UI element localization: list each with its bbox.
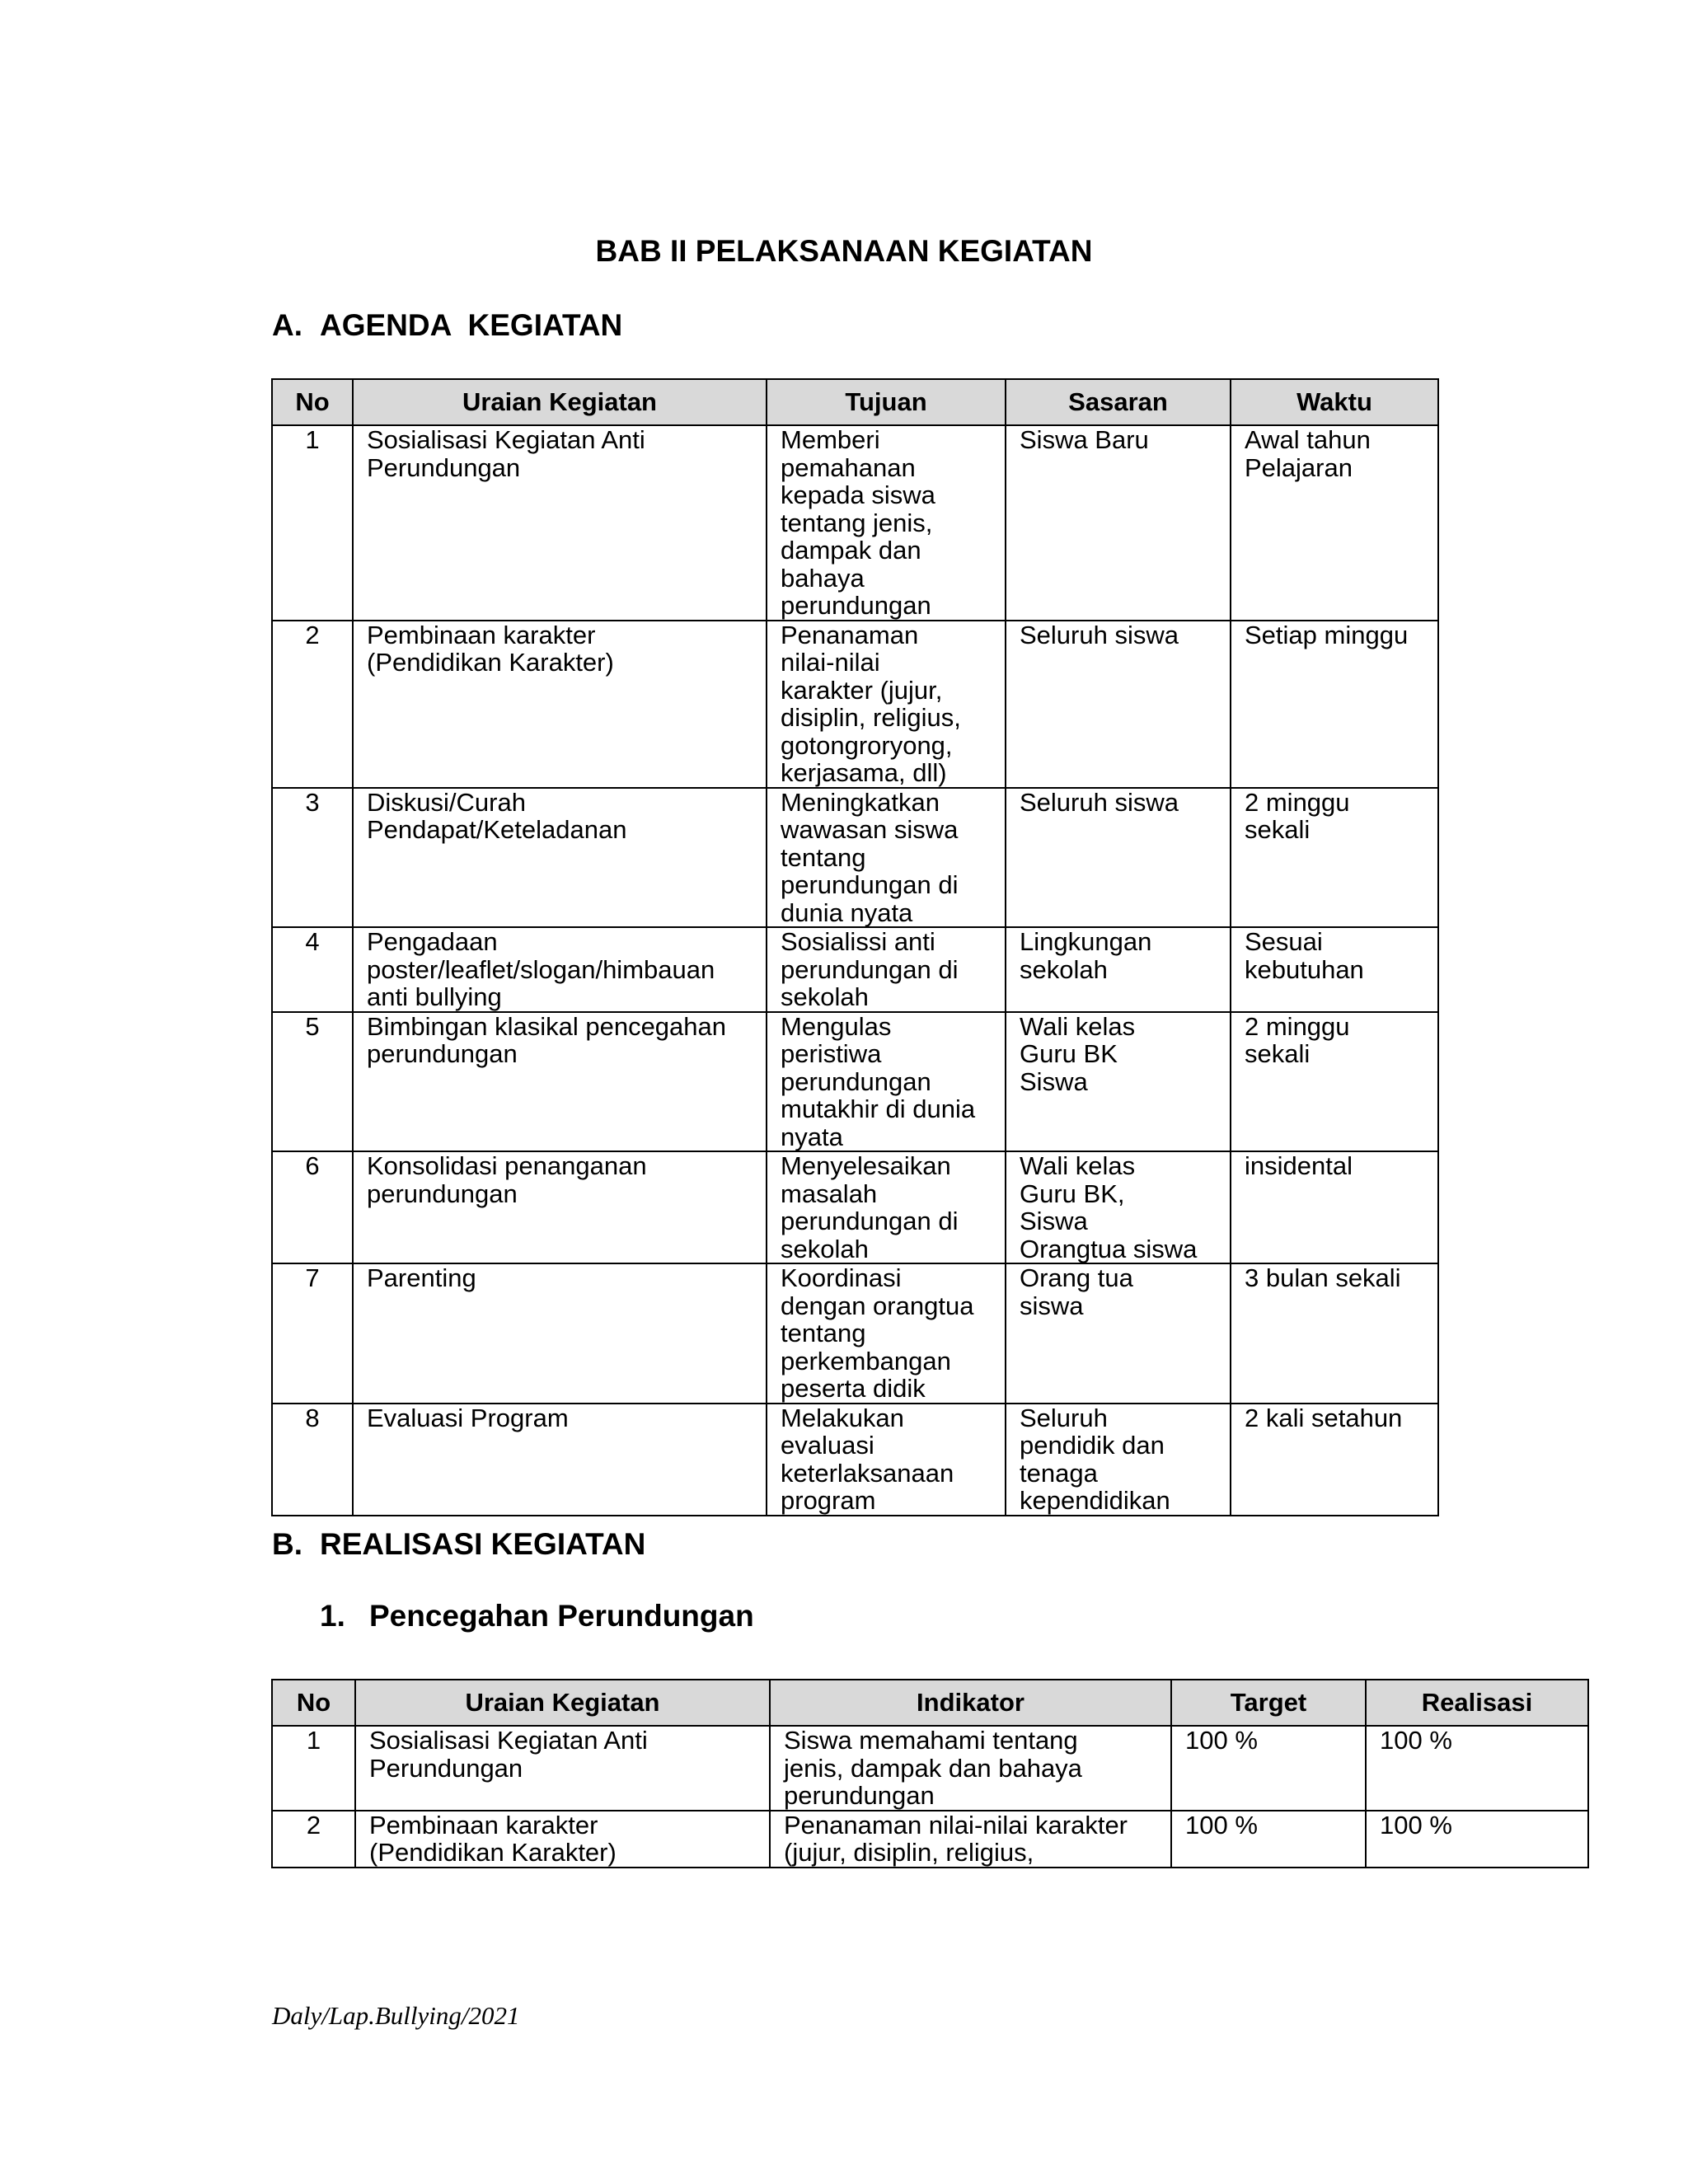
column-header-waktu: Waktu [1231, 379, 1438, 425]
cell-no: 3 [272, 788, 353, 928]
cell-uraian: Konsolidasi penanganan perundungan [353, 1151, 767, 1263]
table-row [272, 1012, 1438, 1152]
section-letter: B. [272, 1527, 302, 1561]
cell-uraian: Pengadaan poster/leaflet/slogan/himbauan anti bullying [353, 927, 767, 1012]
realisasi-table [271, 1679, 1589, 1868]
cell-sasaran: Lingkungan sekolah [1006, 927, 1231, 1012]
cell-realisasi: 100 % [1366, 1811, 1588, 1868]
table-header-row [272, 379, 1438, 425]
cell-indikator: Penanaman nilai-nilai karakter (jujur, disiplin, religius, [770, 1811, 1171, 1868]
cell-uraian: Bimbingan klasikal pencegahan perundungan [353, 1012, 767, 1152]
cell-sasaran: Wali kelas Guru BK, Siswa Orangtua siswa [1006, 1151, 1231, 1263]
cell-sasaran: Seluruh siswa [1006, 621, 1231, 788]
cell-waktu: 2 minggu sekali [1231, 788, 1438, 928]
cell-no: 2 [272, 621, 353, 788]
table-row [272, 1811, 1588, 1868]
table-header-row [272, 1680, 1588, 1726]
table-row [272, 1263, 1438, 1404]
column-header-no: No [272, 379, 353, 425]
section-label: REALISASI KEGIATAN [320, 1527, 646, 1561]
cell-tujuan: Sosialissi anti perundungan di sekolah [767, 927, 1006, 1012]
cell-waktu: Awal tahun Pelajaran [1231, 425, 1438, 621]
section-heading-agenda [272, 308, 622, 343]
cell-realisasi: 100 % [1366, 1726, 1588, 1811]
cell-waktu: 3 bulan sekali [1231, 1263, 1438, 1404]
subsection-heading [320, 1599, 754, 1633]
cell-sasaran: Seluruh siswa [1006, 788, 1231, 928]
cell-sasaran: Orang tua siswa [1006, 1263, 1231, 1404]
cell-uraian: Parenting [353, 1263, 767, 1404]
cell-no: 2 [272, 1811, 355, 1868]
cell-uraian: Sosialisasi Kegiatan Anti Perundungan [353, 425, 767, 621]
cell-no: 4 [272, 927, 353, 1012]
cell-sasaran: Seluruh pendidik dan tenaga kependidikan [1006, 1404, 1231, 1516]
table-row [272, 927, 1438, 1012]
column-header-tujuan: Tujuan [767, 379, 1006, 425]
cell-waktu: 2 kali setahun [1231, 1404, 1438, 1516]
column-header-no: No [272, 1680, 355, 1726]
cell-tujuan: Mengulas peristiwa perundungan mutakhir di dunia nyata [767, 1012, 1006, 1152]
cell-no: 1 [272, 1726, 355, 1811]
cell-target: 100 % [1171, 1811, 1366, 1868]
column-header-uraian: Uraian Kegiatan [355, 1680, 770, 1726]
page-footer: Daly/Lap.Bullying/2021 [272, 2001, 520, 2030]
agenda-table [271, 378, 1439, 1516]
cell-uraian: Sosialisasi Kegiatan Anti Perundungan [355, 1726, 770, 1811]
cell-no: 8 [272, 1404, 353, 1516]
column-header-target: Target [1171, 1680, 1366, 1726]
cell-tujuan: Memberi pemahanan kepada siswa tentang jenis, dampak dan bahaya perundungan [767, 425, 1006, 621]
cell-tujuan: Menyelesaikan masalah perundungan di sekolah [767, 1151, 1006, 1263]
cell-tujuan: Penanaman nilai-nilai karakter (jujur, disiplin, religius, gotongroryong, kerjasama, dll) [767, 621, 1006, 788]
cell-sasaran: Siswa Baru [1006, 425, 1231, 621]
section-label: AGENDA KEGIATAN [320, 308, 623, 342]
table-row [272, 1404, 1438, 1516]
cell-no: 1 [272, 425, 353, 621]
column-header-sasaran: Sasaran [1006, 379, 1231, 425]
cell-waktu: Setiap minggu [1231, 621, 1438, 788]
cell-tujuan: Koordinasi dengan orangtua tentang perkembangan peserta didik [767, 1263, 1006, 1404]
table-row [272, 621, 1438, 788]
page-title: BAB II PELAKSANAAN KEGIATAN [595, 234, 1093, 268]
cell-waktu: Sesuai kebutuhan [1231, 927, 1438, 1012]
cell-target: 100 % [1171, 1726, 1366, 1811]
column-header-indikator: Indikator [770, 1680, 1171, 1726]
table-row [272, 425, 1438, 621]
column-header-realisasi: Realisasi [1366, 1680, 1588, 1726]
cell-tujuan: Melakukan evaluasi keterlaksanaan program [767, 1404, 1006, 1516]
column-header-uraian: Uraian Kegiatan [353, 379, 767, 425]
section-heading-realisasi [272, 1527, 645, 1562]
subsection-number: 1. [320, 1599, 345, 1633]
cell-no: 6 [272, 1151, 353, 1263]
cell-no: 7 [272, 1263, 353, 1404]
cell-waktu: 2 minggu sekali [1231, 1012, 1438, 1152]
table-row [272, 1726, 1588, 1811]
subsection-label: Pencegahan Perundungan [369, 1599, 754, 1633]
cell-waktu: insidental [1231, 1151, 1438, 1263]
cell-uraian: Pembinaan karakter (Pendidikan Karakter) [353, 621, 767, 788]
section-letter: A. [272, 308, 302, 342]
cell-no: 5 [272, 1012, 353, 1152]
table-row [272, 1151, 1438, 1263]
cell-uraian: Pembinaan karakter (Pendidikan Karakter) [355, 1811, 770, 1868]
table-row [272, 788, 1438, 928]
cell-sasaran: Wali kelas Guru BK Siswa [1006, 1012, 1231, 1152]
cell-indikator: Siswa memahami tentang jenis, dampak dan bahaya perundungan [770, 1726, 1171, 1811]
cell-tujuan: Meningkatkan wawasan siswa tentang perundungan di dunia nyata [767, 788, 1006, 928]
cell-uraian: Diskusi/Curah Pendapat/Keteladanan [353, 788, 767, 928]
cell-uraian: Evaluasi Program [353, 1404, 767, 1516]
